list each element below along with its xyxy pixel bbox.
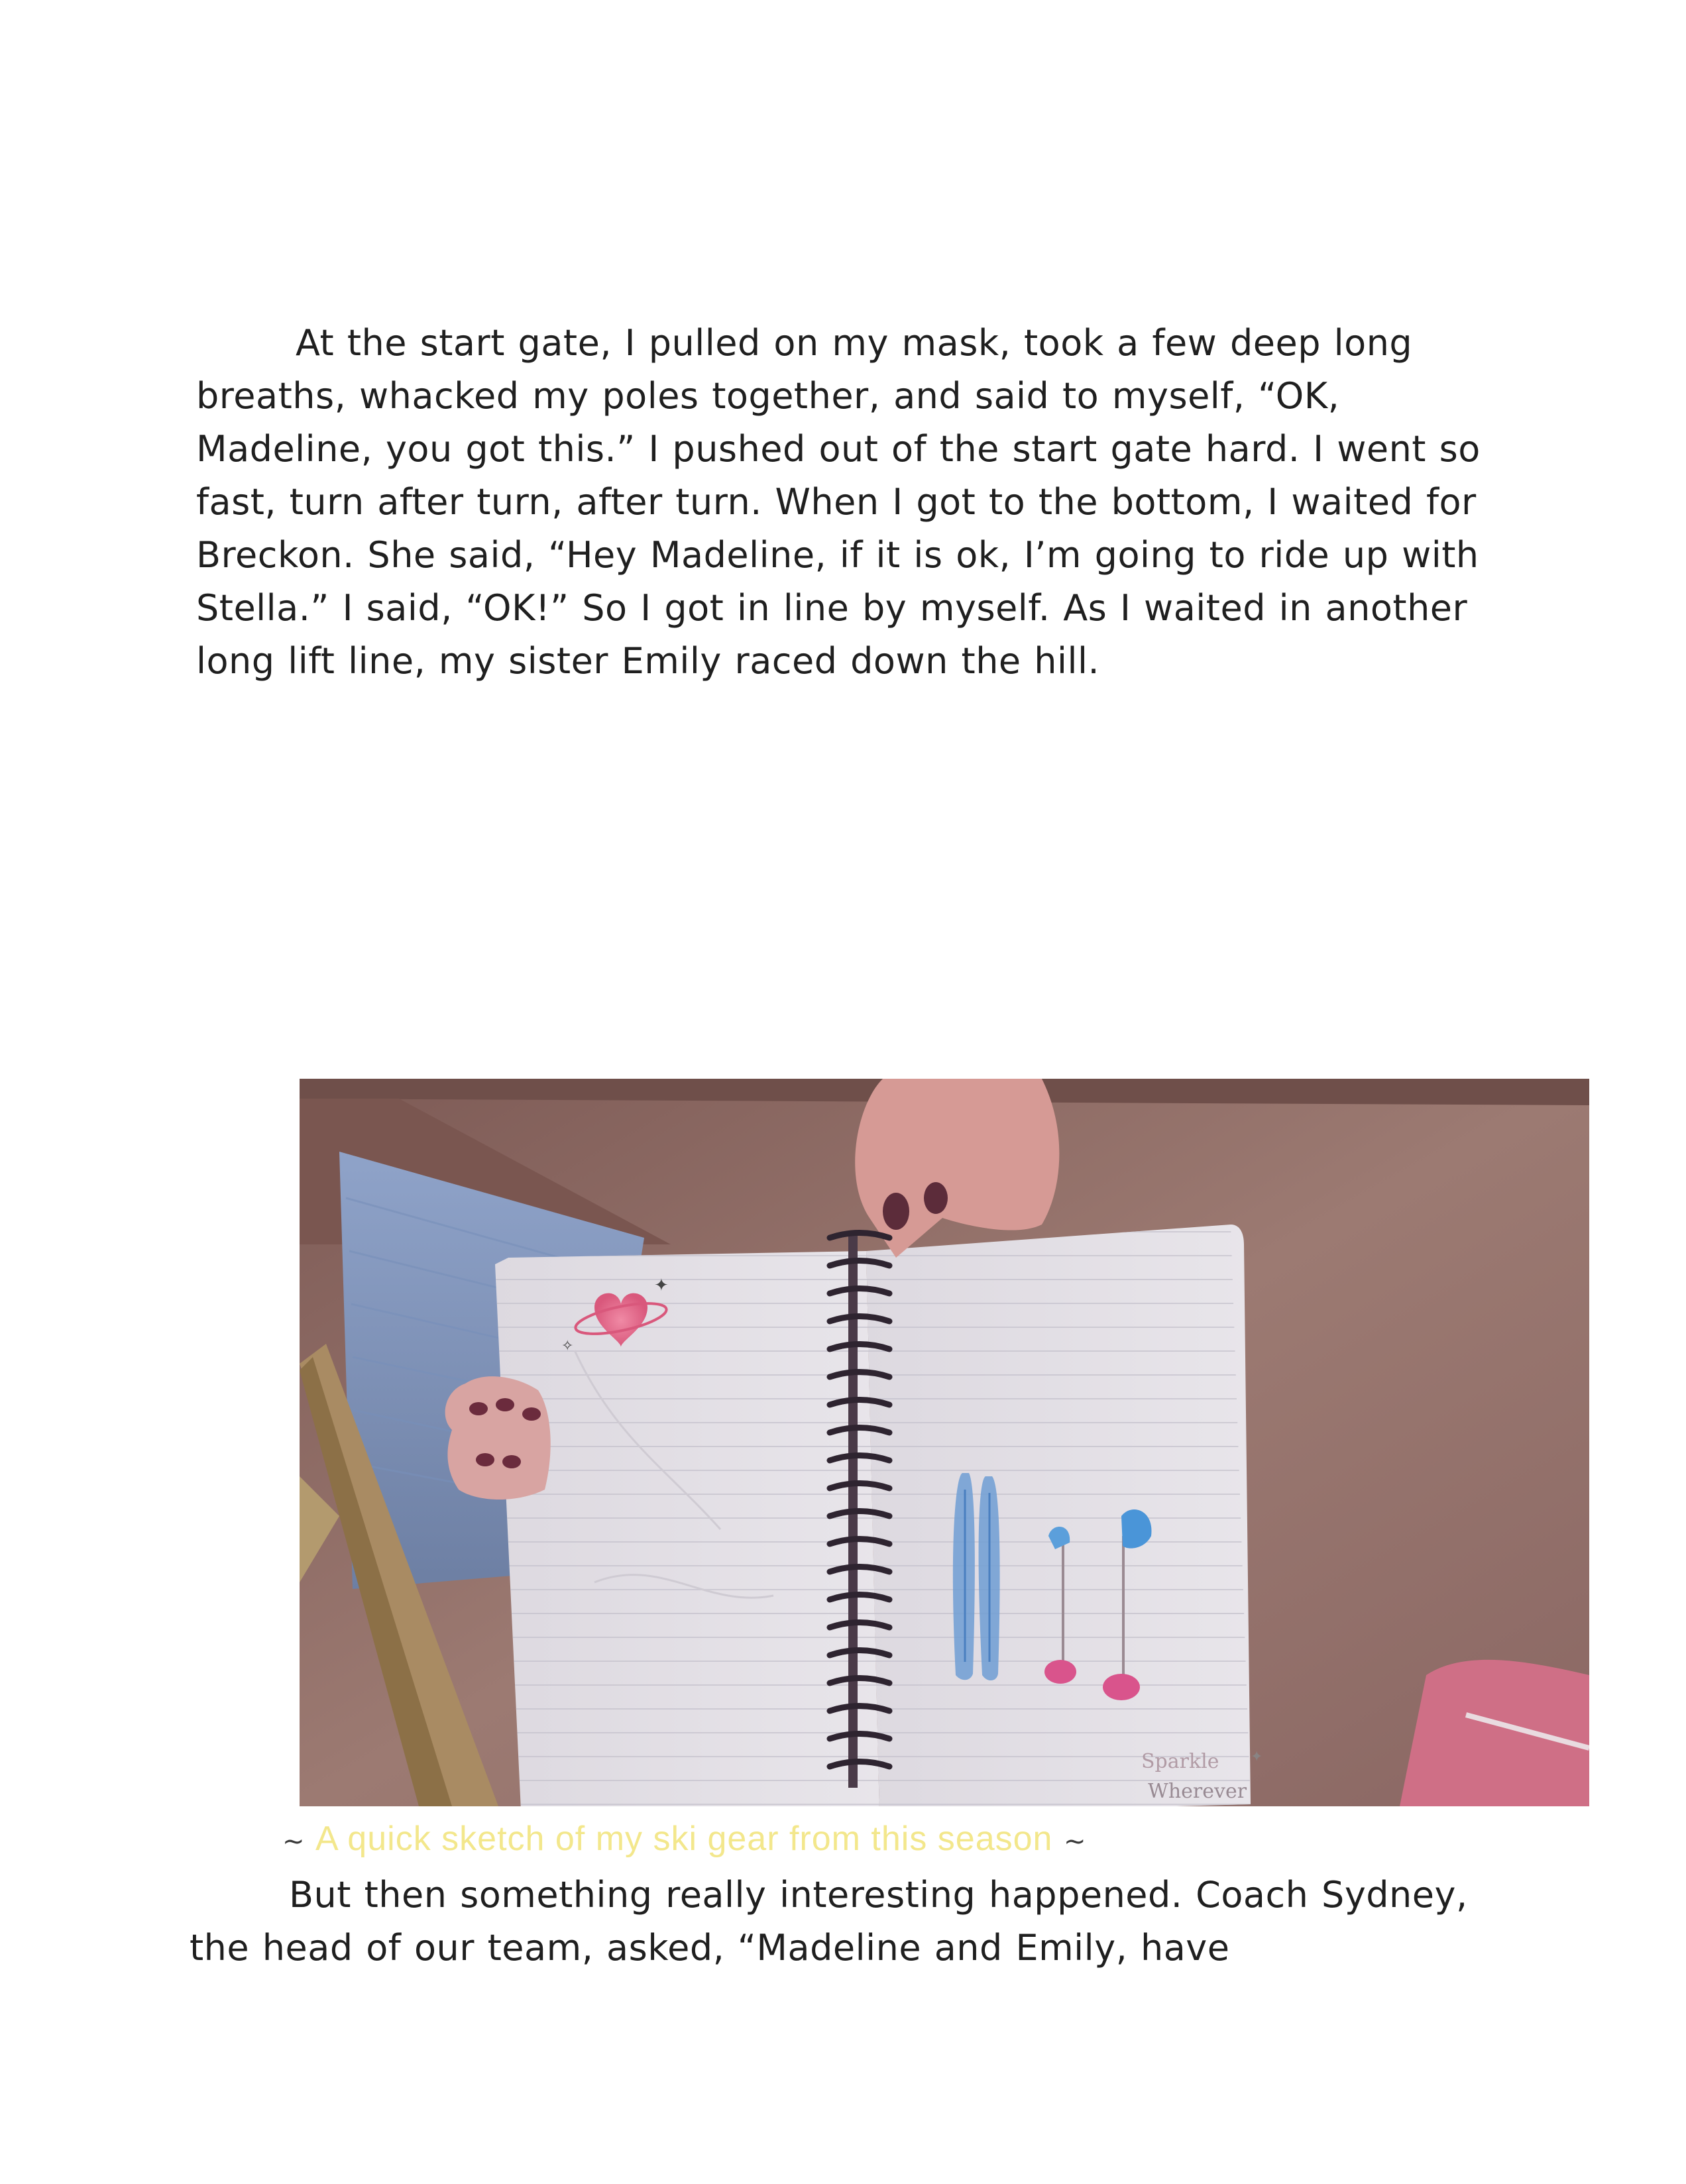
story-paragraph-2 xyxy=(190,1869,1508,1975)
caption-prefix: ~ xyxy=(282,1826,305,1857)
notebook-corner-word-1: Sparkle xyxy=(1141,1750,1219,1773)
photo-caption xyxy=(282,1816,1343,1865)
svg-text:✦: ✦ xyxy=(1251,1749,1263,1765)
story-paragraph-2-text: But then something really interesting happened. Coach Sydney, the head of our team, asked, “Madeline and Emily, have xyxy=(190,1874,1468,1969)
notebook-sketch-photo xyxy=(300,1079,1589,1806)
story-paragraph-1-text: At the start gate, I pulled on my mask, took a few deep long breaths, whacked my poles together, and said to myself, “OK, Madeline, you got this.” I pushed out of the start gate hard. I went so fast, turn after turn, after turn. When I got to the bottom, I waited for Breckon. She said, “Hey Madeline, if it is ok, I’m going to ride up with Stella.” I said, “OK!” So I got in line by myself. As I waited in another long lift line, my sister Emily raced down the hill. xyxy=(196,322,1481,682)
caption-suffix: ~ xyxy=(1064,1826,1086,1857)
caption-text: A quick sketch of my ski gear from this season xyxy=(315,1820,1053,1858)
story-paragraph-1 xyxy=(196,317,1515,688)
svg-text:✦: ✦ xyxy=(654,1276,669,1295)
svg-text:✧: ✧ xyxy=(561,1338,574,1354)
notebook-corner-word-2: Wherever xyxy=(1148,1780,1247,1803)
